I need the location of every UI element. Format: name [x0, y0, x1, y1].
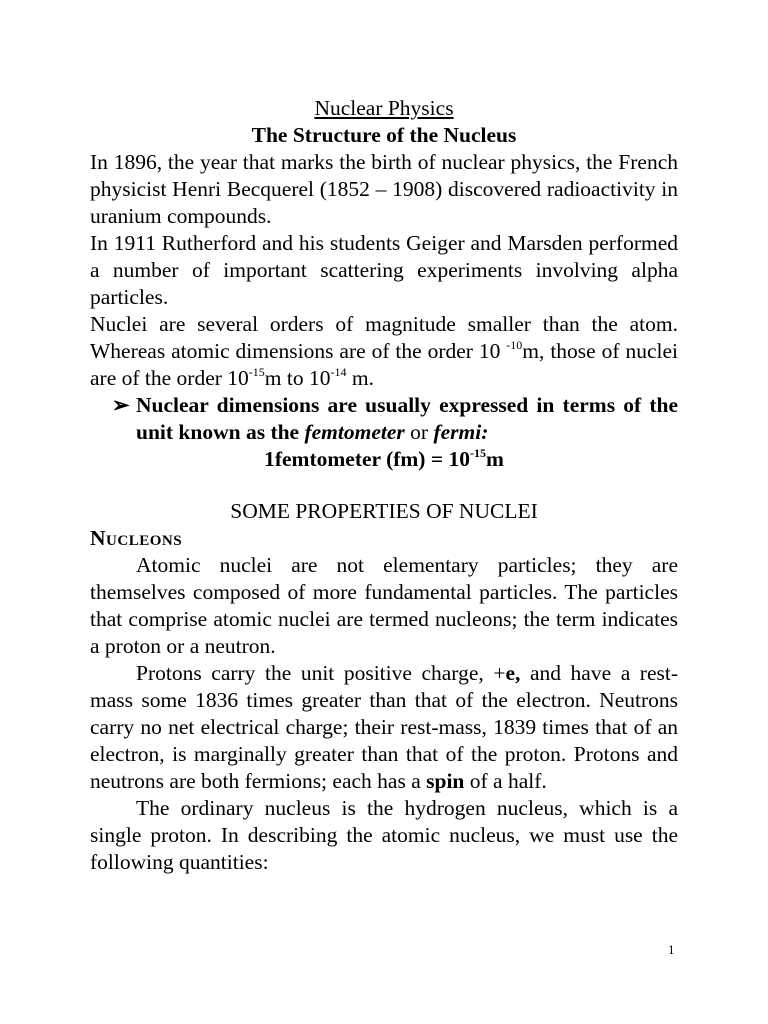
page-number: 1	[668, 942, 675, 957]
bullet-or: or	[404, 420, 434, 444]
paragraph-nucleons: Atomic nuclei are not elementary particles; they are themselves composed of more fundamental particles. The particles that comprise atomic nuclei are termed nucleons; the term indicates a proton or a neutron.	[90, 553, 678, 658]
formula-exponent: -15	[469, 446, 486, 460]
term-femtometer: femtometer	[304, 420, 405, 444]
paragraph-protons-neutrons	[90, 660, 678, 795]
text-segment: Protons carry the unit positive charge, +	[136, 661, 506, 685]
text-segment: of a half.	[464, 769, 547, 793]
paragraph-hydrogen: The ordinary nucleus is the hydrogen nucleus, which is a single proton. In describing the atomic nucleus, we must use the following quantities:	[90, 796, 678, 874]
page-subtitle: The Structure of the Nucleus	[251, 123, 517, 147]
exponent: -14	[330, 365, 347, 379]
formula-left: 1femtometer (fm) = 10	[264, 447, 470, 471]
formula-femtometer	[90, 446, 678, 473]
page-title: Nuclear Physics	[314, 96, 454, 120]
bullet-femtometer	[90, 392, 678, 446]
term-fermi: fermi:	[433, 420, 489, 444]
charge-e: e,	[505, 661, 521, 685]
arrow-bullet-icon: ➢	[112, 393, 130, 417]
text-segment: Nuclei are several orders of magnitude smaller than the atom. Whereas atomic dimensions are of the order 10	[90, 312, 678, 363]
formula-unit: m	[485, 447, 504, 471]
text-segment: m, those of nuclei are of the order 10	[90, 339, 678, 390]
page-content	[90, 95, 678, 876]
exponent: -15	[248, 365, 265, 379]
subheading-nucleons: Nucleons	[90, 526, 183, 550]
text-segment: m.	[346, 366, 374, 390]
exponent: -10	[506, 338, 523, 352]
bullet-text: Nuclear dimensions are usually expressed in terms of the unit known as the	[136, 393, 678, 444]
paragraph-history: In 1896, the year that marks the birth of nuclear physics, the French physicist Henri Becquerel (1852 – 1908) discovered radioactivity in uranium compounds.	[90, 150, 678, 228]
text-segment: m to 10	[264, 366, 331, 390]
section-heading: SOME PROPERTIES OF NUCLEI	[230, 499, 538, 523]
term-spin: spin	[426, 769, 465, 793]
paragraph-rutherford: In 1911 Rutherford and his students Geiger and Marsden performed a number of important scattering experiments involving alpha particles.	[90, 231, 678, 309]
text-segment: and have a rest-mass some 1836 times greater than that of the electron. Neutrons carry no net electrical charge; their rest-mass, 1839 times that of an electron, is marginally greater than that of the proton. Protons and neutrons are both fermions; each has a	[90, 661, 679, 793]
paragraph-nuclear-size	[90, 311, 678, 392]
